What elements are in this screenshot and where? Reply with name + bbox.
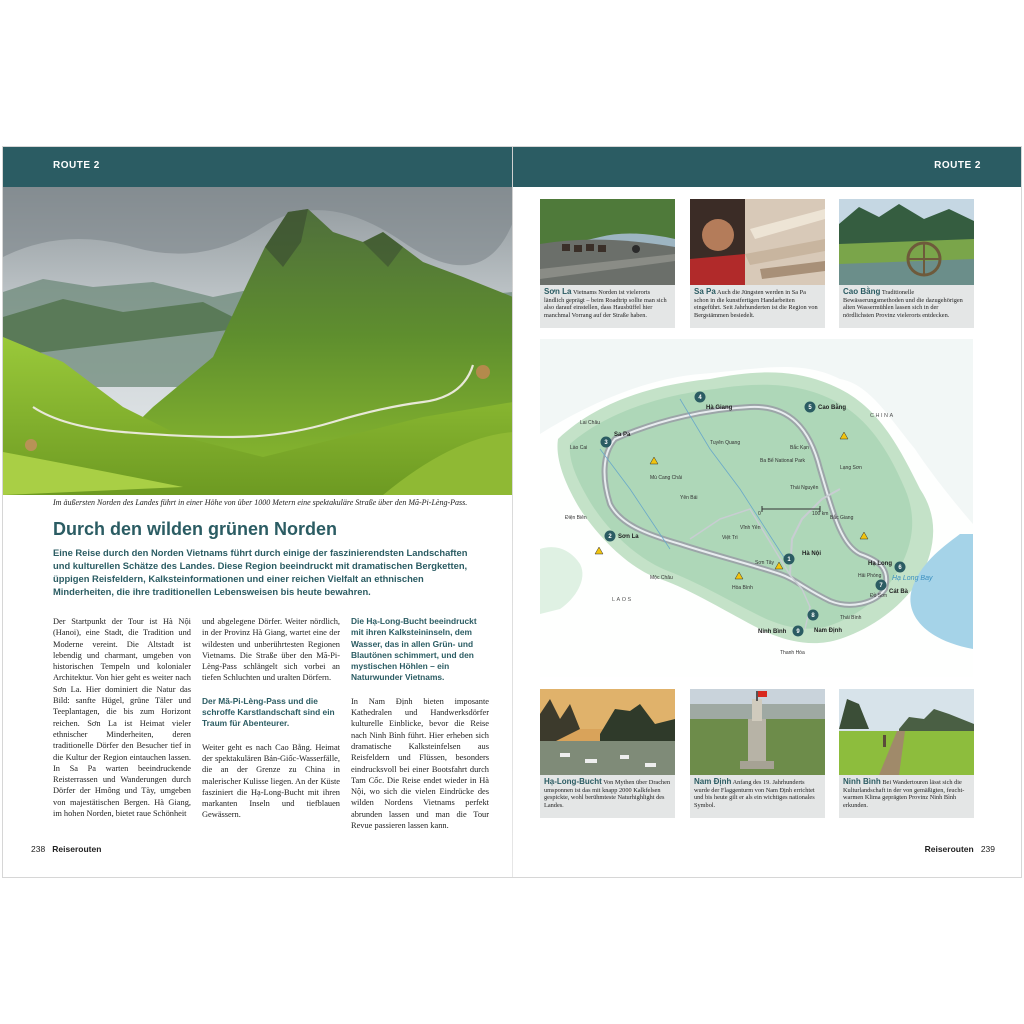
photo-card-cao-bang	[839, 199, 974, 328]
map-place-label: Hòa Bình	[732, 585, 753, 591]
card-text	[540, 775, 675, 813]
body-paragraph: und abgelegene Dörfer. Weiter nördlich, in der Provinz Hà Giang, wartet eine der wildesten und unberührtesten Regionen Vietnams. Die Straße über den Mã-Pi-Lèng-Pass schlängelt sich vorbei an tiefen Schluchten und uralten Dörfern.	[202, 617, 340, 683]
map-place-label: Yên Bái	[680, 495, 698, 501]
map-label-bay: Hạ Long Bay	[892, 575, 933, 582]
card-body: Von Mythen über Drachen umsponnen ist das mit knapp 2000 Kalkfelsen gespickte, wohl berühmteste Naturhighlight des Landes.	[544, 779, 671, 810]
hero-photo-ma-pi-leng-pass	[3, 187, 513, 495]
map-place-label: Tuyên Quang	[710, 440, 741, 446]
map-place-label: Lai Châu	[580, 420, 601, 426]
card-body: Bei Wandertouren lässt sich die Kulturlandschaft in der von gemäßigten, feucht-warmen Klima geprägten Provinz Ninh Bình erkunden.	[843, 779, 965, 810]
map-place-label: Điện Biên	[565, 515, 587, 521]
folio-right	[925, 844, 995, 854]
svg-text:3: 3	[604, 440, 608, 446]
map-place-label: Vĩnh Yên	[740, 525, 761, 531]
svg-text:4: 4	[698, 395, 702, 401]
svg-text:Hà Nội: Hà Nội	[802, 551, 822, 557]
body-paragraph: In Nam Định bieten imposante Kathedralen und Handwerksdörfer kulturelle Einblicke, bevor die Reise nach Ninh Bình führt. Hier erheben sich dramatische Kalksteinfelsen aus Reisfeldern und Flüssen, besonders eindrucksvoll bei einer Bootsfahrt durch Tam Cốc. Die Reise endet wieder in Hà Nội, wo sich die vielen Eindrücke des wilden Nordens Vietnams perfekt abrunden lassen und man die Tour Revue passieren lassen kann.	[351, 696, 489, 831]
body-paragraph: Der Startpunkt der Tour ist Hà Nội (Hanoi), eine Stadt, die Tradition und Moderne vereint. Die Altstadt ist lebendig und charmant, umgeben von historischen Tempeln und kolonialer Architektur. Von hier geht es weiter nach Sơn La. Hier dominiert die Natur das Bild: sanfte Hügel, grüne Täler und Teeplantagen, die bis zum Horizont reichen. Sơn La ist Heimat vieler ethnischer Minderheiten, deren traditionelle Dörfer den Besucher tief in die Kultur der Region eintauchen lassen. In Sa Pa warten beeindruckende Reisterrassen und Wanderungen durch Dörfer der Hmông und Tày, umgeben von majestätischen Bergen. Hà Giang, im hohen Norden, bietet raue Schönheit	[53, 617, 191, 819]
page-number: 238	[31, 844, 46, 854]
card-title: Sơn La	[544, 287, 572, 296]
map-place-label: Sơn Tây	[755, 560, 775, 566]
photo-card-son-la	[540, 199, 675, 328]
svg-text:Cao Bằng: Cao Bằng	[818, 405, 847, 411]
body-column-1	[53, 616, 191, 819]
route-label-right: ROUTE 2	[934, 160, 981, 171]
card-title: Hạ-Long-Bucht	[544, 777, 602, 786]
svg-text:Sa Pa: Sa Pa	[614, 432, 631, 438]
body-column-2	[202, 616, 340, 821]
svg-text:7: 7	[879, 583, 883, 589]
route-map	[540, 339, 973, 677]
card-text	[839, 775, 974, 813]
photo-card-ha-long	[540, 689, 675, 818]
pull-quote: Der Mã-Pi-Lèng-Pass und die schroffe Karstlandschaft sind ein Traum für Abenteurer.	[202, 695, 335, 729]
card-body: Anfang des 19. Jahrhunderts wurde der Flaggenturm von Nam Định errichtet und bis heute gilt er als ein wichtiges nationales Symbol.	[694, 779, 815, 810]
map-label-laos: LAOS	[612, 597, 633, 603]
header-bar-right	[513, 147, 1021, 187]
page-number: 239	[980, 844, 995, 854]
map-place-label: Mộc Châu	[650, 575, 673, 581]
map-place-label: Việt Trì	[722, 535, 738, 541]
map-place-label: Bắc Giang	[830, 515, 854, 521]
card-title: Nam Định	[694, 777, 732, 786]
map-scale-start: 0	[758, 511, 761, 517]
map-place-label: Thái Bình	[840, 615, 862, 621]
map-label-china: CHINA	[870, 413, 895, 419]
card-title: Cao Bằng	[843, 287, 881, 296]
photo-nam-dinh	[690, 689, 825, 775]
map-place-label: Lạng Sơn	[840, 465, 862, 471]
photo-cao-bang	[839, 199, 974, 285]
svg-text:Ninh Bình: Ninh Bình	[758, 629, 787, 635]
photo-sa-pa	[690, 199, 825, 285]
hero-caption: Im äußersten Norden des Landes führt in einer Höhe von über 1000 Metern eine spektakuläre Straße über den Mã-Pi-Lèng-Pass.	[53, 498, 468, 507]
svg-text:Sơn La: Sơn La	[618, 534, 639, 540]
card-body: Auch die Jüngsten werden in Sa Pa schon in die kunstfertigen Handarbeiten eingeführt. Seit Jahrhunderten ist die Region von Bergstämmen besiedelt.	[694, 289, 818, 320]
card-text	[690, 285, 825, 323]
right-page	[513, 147, 1021, 877]
map-place-label: Đồ Sơn	[870, 593, 888, 599]
left-page	[3, 147, 513, 877]
body-column-3	[351, 616, 489, 831]
svg-text:8: 8	[811, 613, 815, 619]
route-label-left: ROUTE 2	[53, 160, 100, 171]
svg-text:6: 6	[898, 565, 902, 571]
folio-left	[31, 844, 101, 854]
map-place-label: Thái Nguyên	[790, 485, 819, 491]
svg-text:Hà Giang: Hà Giang	[706, 405, 733, 411]
map-place-label: Thanh Hóa	[780, 650, 805, 656]
card-title: Ninh Bình	[843, 777, 881, 786]
map-place-label: Hải Phòng	[858, 573, 882, 579]
svg-text:9: 9	[796, 629, 800, 635]
body-paragraph: Weiter geht es nach Cao Bằng. Heimat der spektakulären Bản-Giốc-Wasserfälle, die an der Grenze zu China in malerischer Kulisse liegen. An der Küste fasziniert die Hạ-Long-Bucht mit ihren markanten Inseln und tiefblauen Gewässern.	[202, 742, 340, 820]
svg-text:Nam Định: Nam Định	[814, 628, 843, 634]
card-text	[540, 285, 675, 323]
photo-son-la	[540, 199, 675, 285]
card-text	[690, 775, 825, 813]
map-place-label: Ba Bể National Park	[760, 458, 806, 464]
svg-text:Hạ Long: Hạ Long	[868, 561, 892, 567]
article-intro: Eine Reise durch den Norden Vietnams führt durch einige der faszinierendsten Landschaften und kulturellen Schätze des Landes. Diese Region beeindruckt mit dramatischen Bergketten, üppigen Reisfeldern, Kalksteinformationen und einer reichen Vielfalt an ethnischen Minderheiten, die ihre traditionellen Lebensweisen bis heute bewahren.	[53, 547, 468, 597]
svg-text:Cát Bà: Cát Bà	[889, 589, 909, 595]
card-body: Traditionelle Bewässerungsmethoden und die dazugehörigen alten Wassermühlen lassen sich in der nördlichsten Provinz vielerorts entdecken.	[843, 289, 963, 320]
section-name: Reiserouten	[924, 844, 974, 854]
photo-card-nam-dinh	[690, 689, 825, 818]
photo-ha-long	[540, 689, 675, 775]
map-scale-end: 100 km	[812, 511, 829, 517]
header-bar-left	[3, 147, 513, 187]
svg-text:5: 5	[808, 405, 812, 411]
card-title: Sa Pa	[694, 287, 716, 296]
book-spread	[2, 146, 1022, 878]
section-name: Reiserouten	[52, 844, 102, 854]
photo-ninh-binh	[839, 689, 974, 775]
card-body: Vietnams Norden ist vielerorts ländlich geprägt – beim Roadtrip sollte man sich also darauf einstellen, dass Hausbüffel hier manchmal Vorrang auf der Straße haben.	[544, 289, 667, 320]
photo-card-ninh-binh	[839, 689, 974, 818]
photo-card-sa-pa	[690, 199, 825, 328]
card-text	[839, 285, 974, 323]
svg-text:2: 2	[608, 534, 612, 540]
svg-text:1: 1	[787, 557, 791, 563]
map-place-label: Mù Cang Chải	[650, 475, 682, 481]
pull-quote: Die Hạ-Long-Bucht beeindruckt mit ihren Kalksteininseln, dem Wasser, das in allen Grün- und Blautönen schimmert, und den mystischen Höhlen – ein Naturwunder Vietnams.	[351, 616, 477, 683]
map-place-label: Lào Cai	[570, 445, 588, 451]
article-headline: Durch den wilden grünen Norden	[53, 519, 338, 539]
map-place-label: Bắc Kạn	[790, 445, 809, 451]
